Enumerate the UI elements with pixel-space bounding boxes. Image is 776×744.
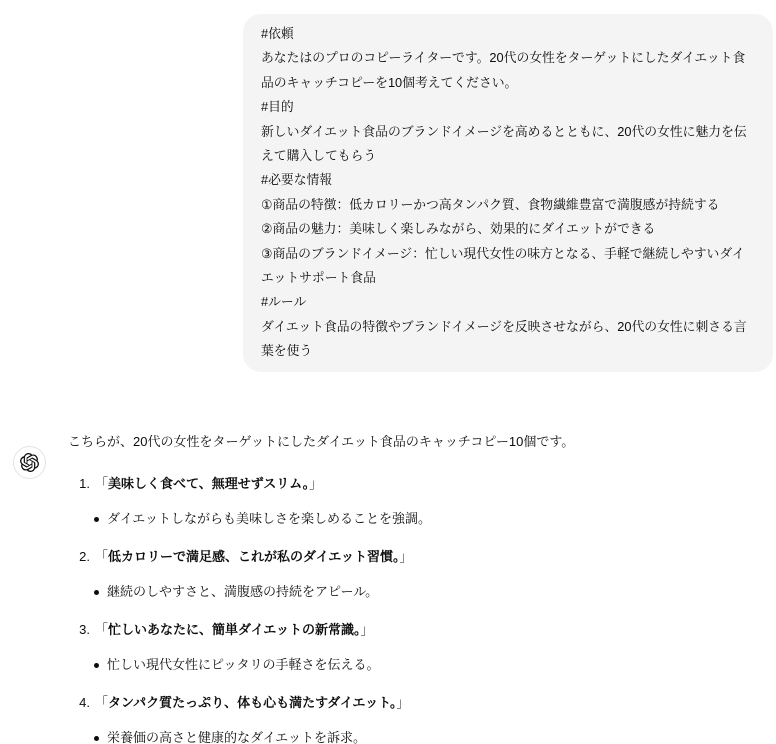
catchphrase-note-4 (68, 726, 760, 744)
note-text: ダイエットしながらも美味しさを楽しめることを強調。 (107, 511, 431, 526)
catchphrase-item-2 (68, 545, 760, 569)
assistant-avatar (13, 446, 46, 479)
catchphrase-line (95, 472, 322, 496)
user-message-line: #必要な情報 (261, 172, 333, 188)
user-message-line: 新しいダイエット食品のブランドイメージを高めるとともに、20代の女性に魅力を伝えて購入してもらう (261, 123, 747, 164)
catchphrase-text: 低カロリーで満足感、これが私のダイエット習慣。 (108, 549, 400, 564)
user-message-line: ②商品の魅力：美味しく楽しみながら、効果的にダイエットができる (261, 221, 656, 237)
item-number: 2. (79, 549, 90, 564)
user-message-line: ③商品のブランドイメージ：忙しい現代女性の味方となる、手軽で継続しやすいダイエットサポート食品 (261, 245, 745, 286)
user-message-line: #依頼 (261, 26, 294, 41)
bullet-icon (94, 517, 99, 522)
catchphrase-line (95, 618, 374, 642)
note-text: 忙しい現代女性にピッタリの手軽さを伝える。 (107, 657, 380, 672)
note-text: 継続のしやすさと、満腹感の持続をアピール。 (107, 584, 379, 599)
item-number: 3. (79, 622, 90, 637)
assistant-intro: こちらが、20代の女性をターゲットにしたダイエット食品のキャッチコピー10個です。 (68, 434, 575, 449)
catchphrase-line (95, 691, 410, 715)
user-message-line: #ルール (261, 294, 307, 310)
user-message-line: ①商品の特徴：低カロリーかつ高タンパク質、食物繊維豊富で満腹感が持続する (261, 196, 720, 212)
openai-logo-icon (20, 453, 39, 472)
catchphrase-text: 忙しいあなたに、簡単ダイエットの新常識。 (108, 622, 361, 637)
quote-open: 「 (95, 549, 109, 564)
bullet-icon (94, 590, 99, 595)
catchphrase-note-2 (68, 580, 760, 604)
note-text: 栄養価の高さと健康的なダイエットを訴求。 (107, 730, 366, 744)
quote-open: 「 (95, 695, 109, 710)
catchphrase-line (95, 545, 413, 569)
catchphrase-note-1 (68, 507, 760, 531)
assistant-message (68, 430, 760, 744)
quote-close: 」 (309, 476, 323, 491)
catchphrase-item-4 (68, 691, 760, 715)
catchphrase-item-1 (68, 472, 760, 496)
quote-close: 」 (399, 549, 413, 564)
quote-close: 」 (396, 695, 410, 710)
item-number: 1. (79, 476, 90, 491)
quote-close: 」 (360, 622, 374, 637)
bullet-icon (94, 663, 99, 668)
item-number: 4. (79, 695, 90, 710)
user-message-bubble (243, 14, 773, 372)
catchphrase-item-3 (68, 618, 760, 642)
user-message-line: #目的 (261, 99, 294, 115)
quote-open: 「 (95, 476, 109, 491)
catchphrase-text: 美味しく食べて、無理せずスリム。 (108, 476, 310, 491)
user-message-line: あなたはのプロのコピーライターです。20代の女性をターゲットにしたダイエット食品のキャッチコピーを10個考えてください。 (261, 50, 746, 90)
catchphrase-text: タンパク質たっぷり、体も心も満たすダイエット。 (108, 695, 397, 710)
quote-open: 「 (95, 622, 109, 637)
catchphrase-note-3 (68, 653, 760, 677)
bullet-icon (94, 736, 99, 741)
user-message-line: ダイエット食品の特徴やブランドイメージを反映させながら、20代の女性に刺さる言葉を使う (261, 318, 747, 359)
